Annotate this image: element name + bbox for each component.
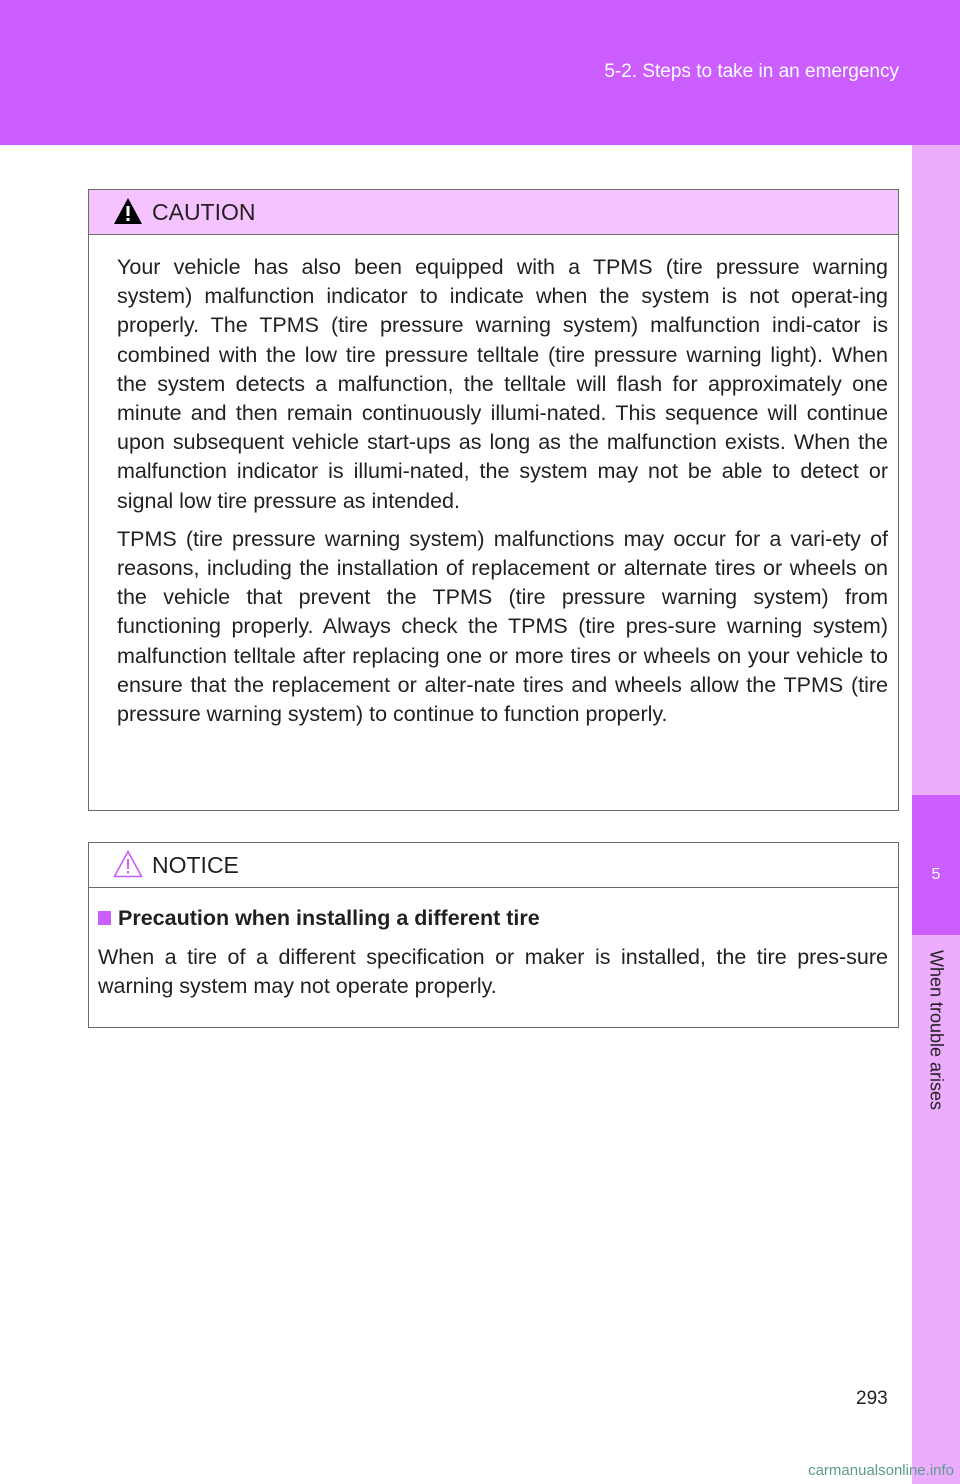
page-number: 293 <box>856 1388 888 1409</box>
notice-heading <box>98 904 888 933</box>
caution-paragraph: Your vehicle has also been equipped with a TPMS (tire pressure warning system) malfunction indicator to indicate when the system is not operat-ing properly. The TPMS (tire pressure warning system) malfunction indi-cator is combined with the low tire pressure telltale (tire pressure warning light). When the system detects a malfunction, the telltale will flash for approximately one minute and then remain continuously illumi-nated. This sequence will continue upon subsequent vehicle start-ups as long as the malfunction exists. When the malfunction indicator is illumi-nated, the system may not be able to detect or signal low tire pressure as intended. <box>117 255 888 513</box>
notice-title: NOTICE <box>152 852 239 878</box>
notice-header <box>89 843 898 888</box>
notice-box <box>88 842 899 1028</box>
caution-header <box>89 190 898 235</box>
header-band <box>0 0 960 145</box>
chapter-tab <box>912 795 960 935</box>
notice-heading-text: Precaution when installing a different tire <box>118 906 540 930</box>
chapter-title: When trouble arises <box>926 949 947 1111</box>
notice-body <box>89 888 898 1001</box>
warning-filled-icon <box>113 197 143 225</box>
chapter-number: 5 <box>931 866 941 883</box>
square-bullet-icon <box>98 911 111 925</box>
warning-outline-icon <box>113 850 143 878</box>
watermark: carmanualsonline.info <box>808 1462 954 1479</box>
caution-box <box>88 189 899 811</box>
notice-text: When a tire of a different specification or maker is installed, the tire pres-sure warning system may not operate properly. <box>98 945 888 999</box>
section-title: 5-2. Steps to take in an emergency <box>604 61 899 82</box>
caution-body <box>89 235 898 729</box>
caution-title: CAUTION <box>152 199 256 225</box>
caution-paragraph: TPMS (tire pressure warning system) malfunctions may occur for a vari-ety of reasons, including the installation of replacement or alternate tires or wheels on the vehicle that prevent the TPMS (tire pressure warning system) from functioning properly. Always check the TPMS (tire pres-sure warning system) malfunction telltale after replacing one or more tires or wheels on your vehicle to ensure that the replacement or alter-nate tires and wheels allow the TPMS (tire pressure warning system) to continue to function properly. <box>117 526 888 727</box>
